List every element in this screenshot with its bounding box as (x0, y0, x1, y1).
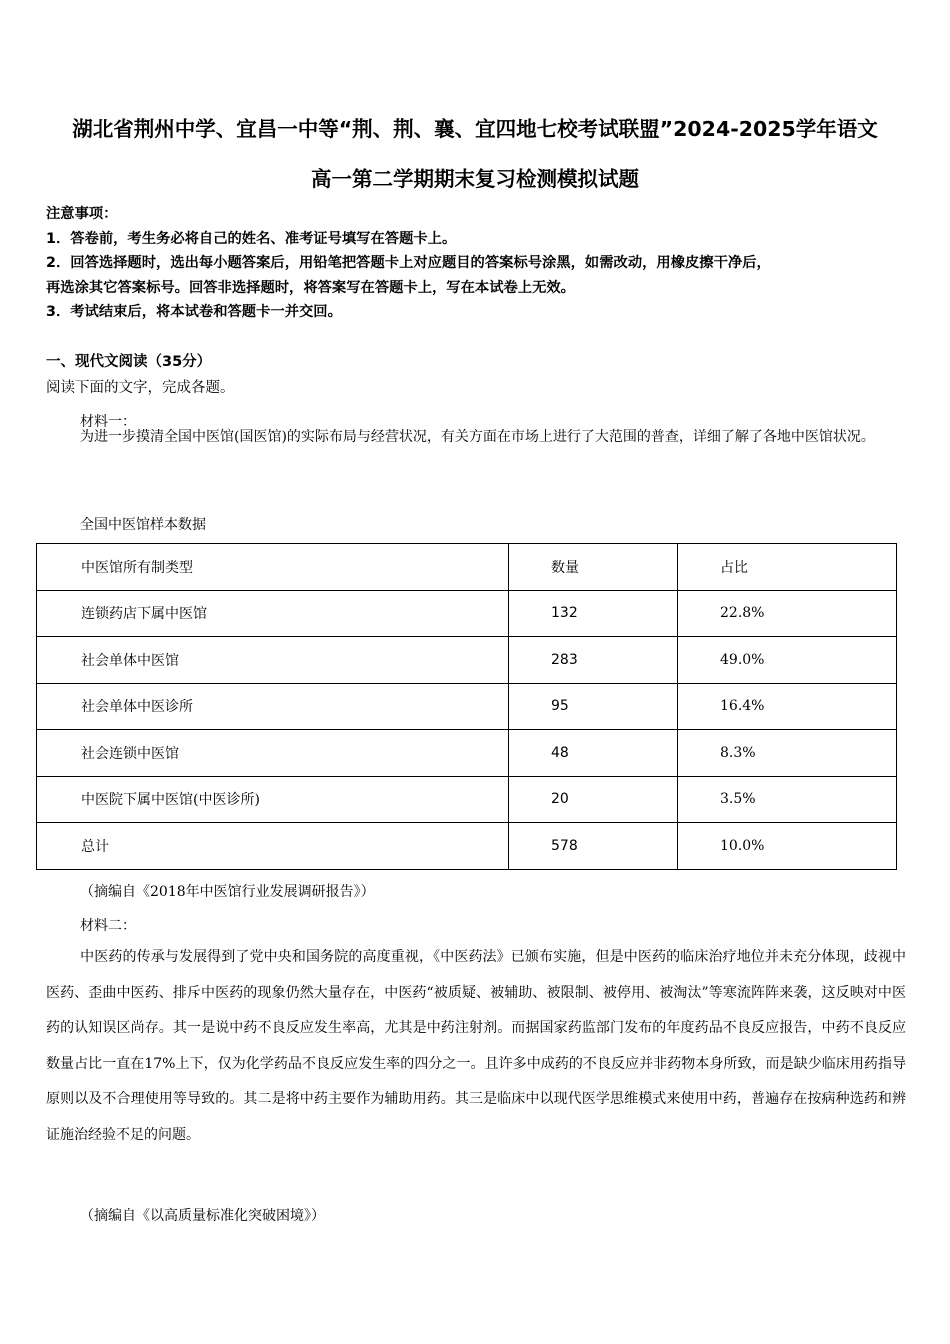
table-cell-type: 社会单体中医诊所 (37, 683, 509, 730)
table-cell-ratio: 49.0% (678, 637, 897, 684)
table-row (37, 590, 897, 637)
exam-title-line1: 湖北省荆州中学、宜昌一中等“荆、荆、襄、宜四地七校考试联盟”2024-2025学年语文 (72, 117, 878, 141)
material1-label: 材料一： (80, 414, 136, 430)
table-header-ratio: 占比 (678, 544, 897, 591)
notes-item: 2．回答选择题时，选出每小题答案后，用铅笔把答题卡上对应题目的答案标号涂黑，如需改动，用橡皮擦干净后， (46, 255, 771, 271)
section-instruction: 阅读下面的文字，完成各题。 (46, 380, 235, 396)
material2-label: 材料二： (80, 918, 136, 934)
table-cell-type: 社会单体中医馆 (37, 637, 509, 684)
table-cell-count: 48 (509, 730, 678, 777)
table-cell-ratio: 10.0% (678, 823, 897, 870)
table-header-count: 数量 (509, 544, 678, 591)
exam-title-line2: 高一第二学期期末复习检测模拟试题 (311, 167, 639, 191)
table-cell-type: 连锁药店下属中医馆 (37, 590, 509, 637)
material1-text: 为进一步摸清全国中医馆(国医馆)的实际布局与经营状况，有关方面在市场上进行了大范围的普查，详细了解了各地中医馆状况。 (80, 429, 875, 445)
table-header-row (37, 544, 897, 591)
material2-source: （摘编自《以高质量标准化突破困境》） (80, 1208, 325, 1224)
material2-text: 中医药的传承与发展得到了党中央和国务院的高度重视，《中医药法》已颁布实施，但是中医药的临床治疗地位并未充分体现，歧视中医药、歪曲中医药、排斥中医药的现象仍然大量存在，中医药“被质疑、被辅助、被限制、被停用、被淘汰”等寒流阵阵来袭，这反映对中医药的认知误区尚存。其一是说中药不良反应发生率高，尤其是中药注射剂。而据国家药监部门发布的年度药品不良反应报告，中药不良反应数量占比一直在17%上下，仅为化学药品不良反应发生率的四分之一。且许多中成药的不良反应并非药物本身所致，而是缺少临床用药指导原则以及不合理使用等导致的。其二是将中药主要作为辅助用药。其三是临床中以现代医学思维模式来使用中药，普遍存在按病种选药和辨证施治经验不足的问题。 (46, 949, 906, 1143)
table-cell-ratio: 22.8% (678, 590, 897, 637)
table-cell-ratio: 3.5% (678, 776, 897, 823)
table-cell-count: 20 (509, 776, 678, 823)
material1-source: （摘编自《2018年中医馆行业发展调研报告》） (80, 884, 375, 900)
table-row (37, 823, 897, 870)
table-cell-ratio: 16.4% (678, 683, 897, 730)
section-heading: 一、现代文阅读（35分） (46, 354, 212, 370)
table-row (37, 776, 897, 823)
material2-paragraph (46, 940, 906, 1153)
table-cell-count: 132 (509, 590, 678, 637)
table-row (37, 730, 897, 777)
table-cell-count: 95 (509, 683, 678, 730)
table-cell-type: 总计 (37, 823, 509, 870)
notes-item: 1．答卷前，考生务必将自己的姓名、准考证号填写在答题卡上。 (46, 230, 457, 247)
table-header-type: 中医馆所有制类型 (37, 544, 509, 591)
notes-item: 再选涂其它答案标号。回答非选择题时，将答案写在答题卡上，写在本试卷上无效。 (46, 279, 575, 296)
table-row (37, 683, 897, 730)
tcm-sample-table (36, 543, 897, 870)
notes-heading: 注意事项： (46, 206, 118, 222)
notes-block (46, 202, 916, 325)
material1-paragraph (46, 420, 906, 456)
notes-item: 3．考试结束后，将本试卷和答题卡一并交回。 (46, 304, 342, 320)
table-row (37, 637, 897, 684)
table-cell-count: 578 (509, 823, 678, 870)
table-caption: 全国中医馆样本数据 (80, 517, 206, 533)
table-cell-ratio: 8.3% (678, 730, 897, 777)
table-cell-type: 中医院下属中医馆(中医诊所) (37, 776, 509, 823)
table-cell-count: 283 (509, 637, 678, 684)
table-cell-type: 社会连锁中医馆 (37, 730, 509, 777)
